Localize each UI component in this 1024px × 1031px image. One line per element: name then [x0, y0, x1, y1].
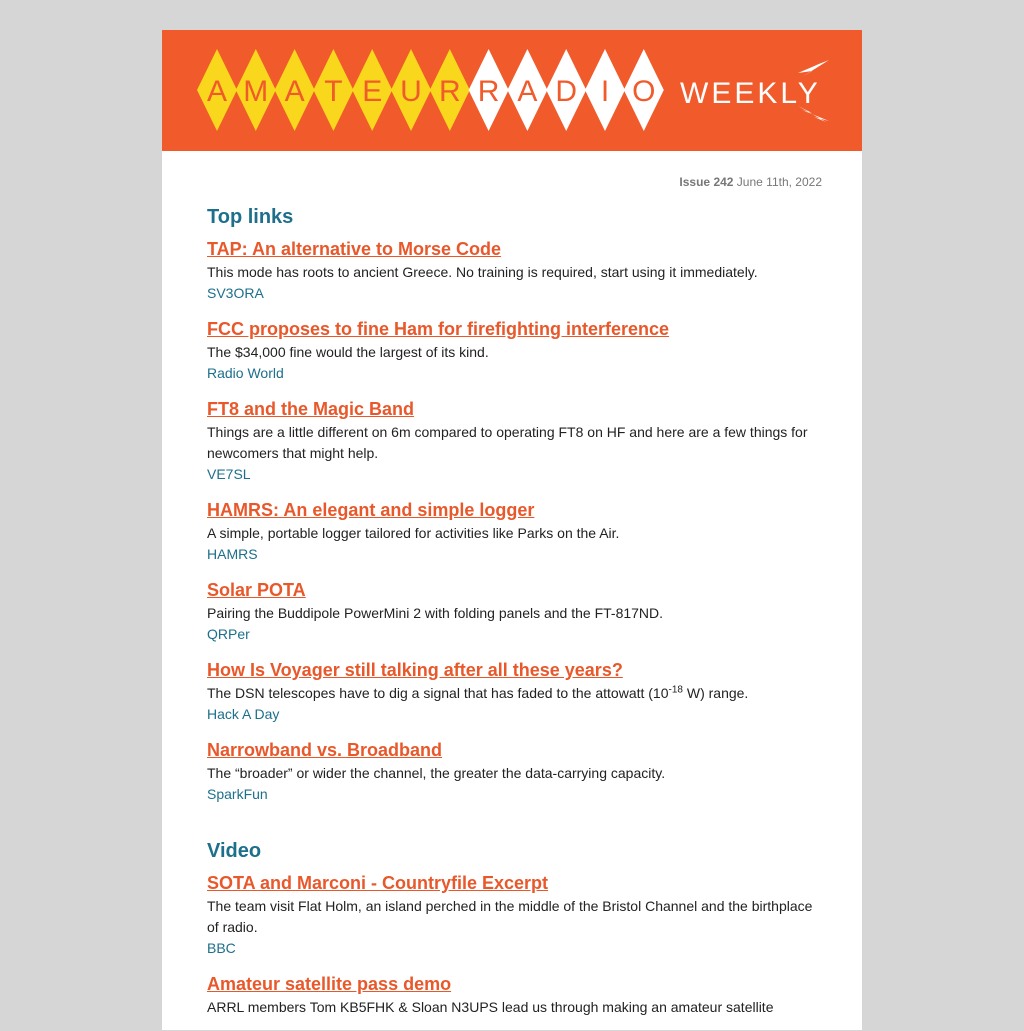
article-source-link[interactable]: VE7SL: [207, 466, 251, 482]
article-link[interactable]: TAP: An alternative to Morse Code: [207, 239, 502, 259]
article-link[interactable]: Narrowband vs. Broadband: [207, 740, 443, 760]
article-description: A simple, portable logger tailored for activities like Parks on the Air.: [207, 525, 620, 541]
article-description: The $34,000 fine would the largest of its kind.: [207, 344, 489, 360]
newsletter-card: [162, 30, 862, 1030]
logo-letter: D: [555, 75, 578, 108]
logo-letter: T: [324, 75, 343, 108]
newsletter-header: [162, 30, 862, 151]
article-source-link[interactable]: Radio World: [207, 365, 284, 381]
amateur-radio-weekly-logo[interactable]: [162, 30, 862, 151]
article-link[interactable]: FCC proposes to fine Ham for firefighting interference: [207, 319, 670, 339]
article-description: ARRL members Tom KB5FHK & Sloan N3UPS lead us through making an amateur satellite: [207, 999, 774, 1015]
article-link[interactable]: SOTA and Marconi - Countryfile Excerpt: [207, 873, 549, 893]
logo-letter: U: [400, 75, 422, 108]
logo-letter: O: [632, 75, 656, 108]
exponent-text: -18: [668, 684, 683, 696]
article-source-link[interactable]: BBC: [207, 940, 236, 956]
article-description: Things are a little different on 6m compared to operating FT8 on HF and here are a few things for newcomers that might help.: [207, 424, 808, 461]
section-title-top-links: Top links: [207, 206, 294, 228]
article-link[interactable]: Amateur satellite pass demo: [207, 974, 452, 994]
article-source-link[interactable]: SparkFun: [207, 786, 268, 802]
logo-letter: M: [243, 75, 269, 108]
logo-letter: R: [438, 75, 461, 108]
article-description: The “broader” or wider the channel, the greater the data-carrying capacity.: [207, 765, 666, 781]
logo-letter: A: [517, 75, 538, 108]
lightning-bolt-icon: [798, 60, 829, 77]
article-description: Pairing the Buddipole PowerMini 2 with folding panels and the FT-817ND.: [207, 605, 664, 621]
list-item: [207, 972, 817, 1018]
article-source-link[interactable]: QRPer: [207, 626, 250, 642]
issue-date: June 11th, 2022: [733, 175, 822, 189]
issue-info: [679, 175, 822, 189]
article-source-link[interactable]: SV3ORA: [207, 285, 264, 301]
newsletter-content: [207, 205, 817, 1031]
logo-letter: R: [477, 75, 500, 108]
list-item: [207, 317, 817, 384]
logo-letter: A: [284, 75, 305, 108]
article-link[interactable]: HAMRS: An elegant and simple logger: [207, 500, 535, 520]
article-description: This mode has roots to ancient Greece. No training is required, start using it immediately.: [207, 264, 758, 280]
issue-number: Issue 242: [679, 175, 734, 189]
logo-letter: I: [600, 75, 610, 108]
list-item: [207, 871, 817, 959]
section-title-video: Video: [207, 840, 262, 862]
article-link[interactable]: How Is Voyager still talking after all these years?: [207, 660, 623, 680]
list-item: [207, 738, 817, 805]
article-link[interactable]: Solar POTA: [207, 580, 306, 600]
article-link[interactable]: FT8 and the Magic Band: [207, 399, 415, 419]
article-description: [207, 683, 817, 704]
description-text: The DSN telescopes have to dig a signal that has faded to the attowatt (10: [207, 685, 669, 701]
article-source-link[interactable]: HAMRS: [207, 546, 258, 562]
logo-letter: A: [206, 75, 228, 108]
list-item: [207, 397, 817, 485]
logo-weekly-text: WEEKLY: [680, 77, 821, 110]
list-item: [207, 658, 817, 725]
description-text: W) range.: [682, 685, 749, 701]
article-source-link[interactable]: Hack A Day: [207, 706, 280, 722]
list-item: [207, 578, 817, 645]
article-description: The team visit Flat Holm, an island perched in the middle of the Bristol Channel and the birthplace of radio.: [207, 898, 813, 935]
list-item: [207, 237, 817, 304]
logo-letter: E: [362, 75, 383, 108]
list-item: [207, 498, 817, 565]
